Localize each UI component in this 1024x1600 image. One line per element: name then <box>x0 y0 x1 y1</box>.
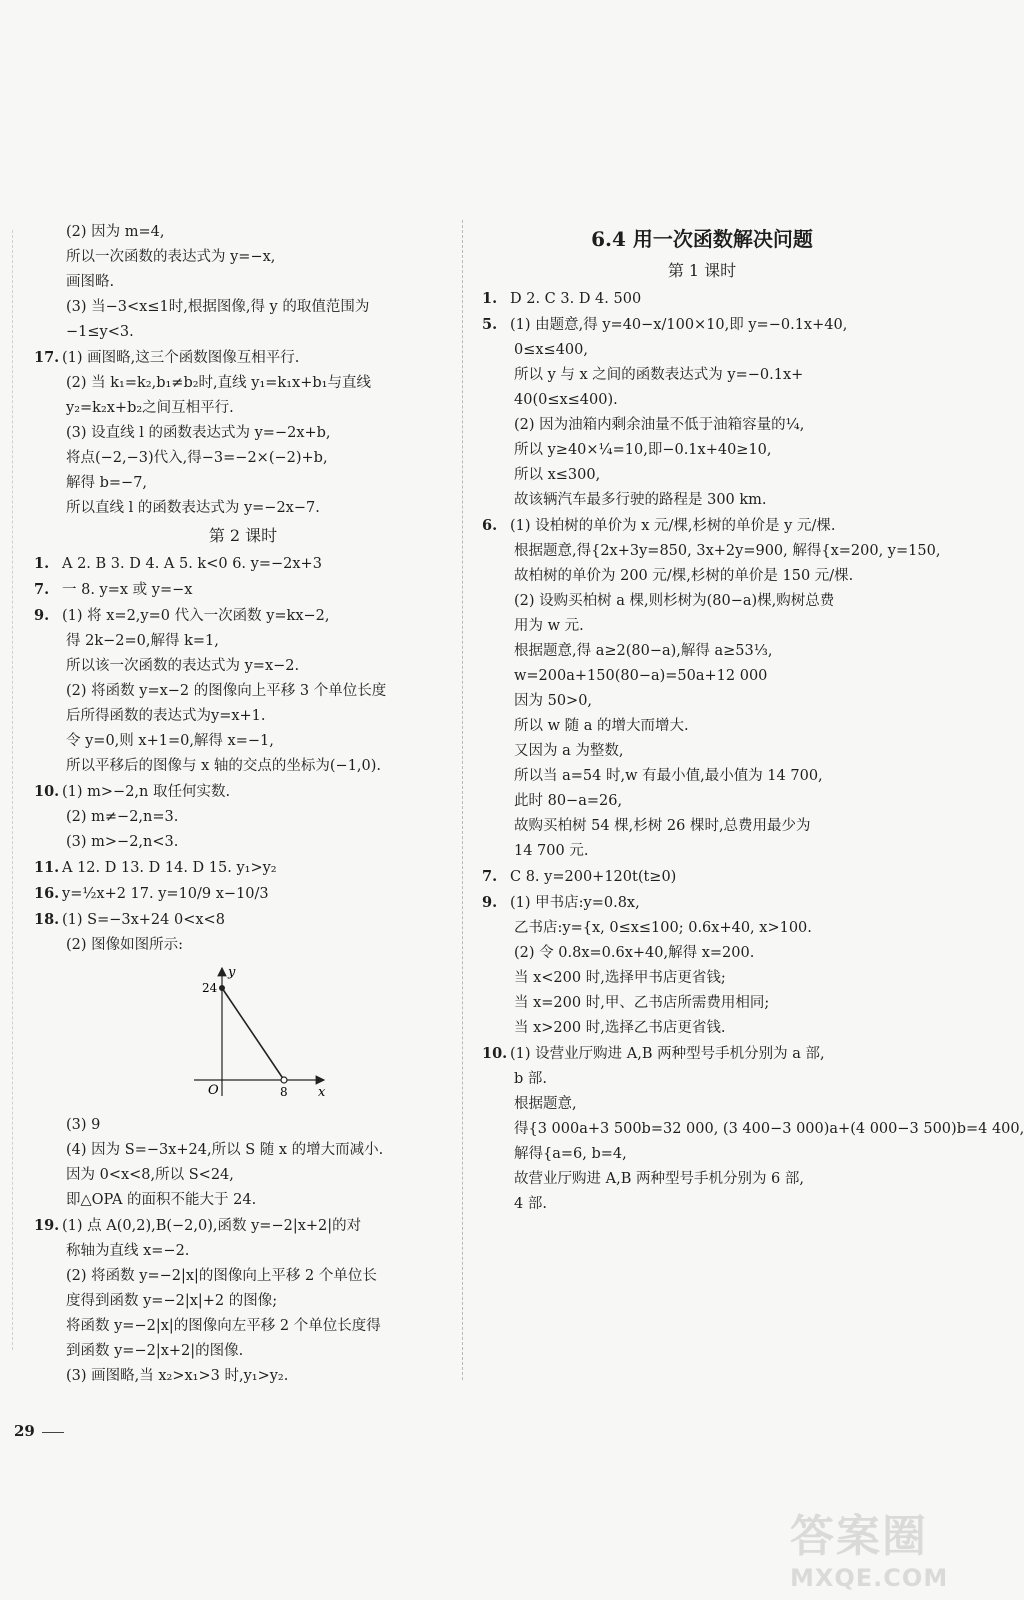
question-number: 18. <box>34 911 60 928</box>
answer-line <box>482 564 922 589</box>
point-a <box>281 1077 287 1083</box>
answer-text: 称轴为直线 x=−2. <box>66 1243 190 1259</box>
answer-text: 度得到函数 y=−2|x|+2 的图像; <box>66 1293 278 1309</box>
answer-text: (1) 设柏树的单价为 x 元/棵,杉树的单价是 y 元/棵. <box>510 518 836 534</box>
answer-line <box>34 729 452 754</box>
answer-line <box>34 270 452 295</box>
answer-line <box>482 639 922 664</box>
answer-text: (2) 设购买柏树 a 棵,则杉树为(80−a)棵,购树总费 <box>514 593 835 609</box>
answer-line <box>34 245 452 270</box>
answer-text: (2) m≠−2,n=3. <box>66 809 179 825</box>
answer-text: 所以 y 与 x 之间的函数表达式为 y=−0.1x+ <box>514 367 804 383</box>
answer-text: y=½x+2 17. y=10/9 x−10/3 <box>62 886 269 902</box>
answer-text: A 2. B 3. D 4. A 5. k<0 6. y=−2x+3 <box>62 556 322 572</box>
answer-line <box>482 1142 922 1167</box>
answer-text: 到函数 y=−2|x+2|的图像. <box>66 1343 244 1359</box>
answer-line <box>482 1016 922 1041</box>
answer-line <box>34 1138 452 1163</box>
answer-line <box>482 890 922 916</box>
answer-line <box>34 855 452 881</box>
answer-line <box>482 689 922 714</box>
answer-line <box>34 907 452 933</box>
answer-text: 画图略. <box>66 274 115 290</box>
answer-line <box>34 679 452 704</box>
answer-line <box>34 421 452 446</box>
answer-text: 乙书店:y={x, 0≤x≤100; 0.6x+40, x>100. <box>514 920 812 936</box>
answer-line <box>482 764 922 789</box>
answer-text: 当 x<200 时,选择甲书店更省钱; <box>514 970 726 986</box>
answer-line <box>482 1041 922 1067</box>
answer-line <box>34 1314 452 1339</box>
answer-line <box>34 629 452 654</box>
answer-text: 当 x=200 时,甲、乙书店所需费用相同; <box>514 995 770 1011</box>
answer-text: 故购买柏树 54 棵,杉树 26 棵时,总费用最少为 <box>514 818 811 834</box>
answer-line <box>34 1264 452 1289</box>
question-number: 5. <box>482 316 498 333</box>
answer-line <box>34 654 452 679</box>
question-number: 1. <box>34 555 50 572</box>
page-number-dash <box>42 1432 64 1433</box>
graph-figure <box>34 962 452 1111</box>
answer-text: (3) 画图略,当 x₂>x₁>3 时,y₁>y₂. <box>66 1368 289 1384</box>
right-column <box>482 220 1024 1217</box>
answer-text: (2) 将函数 y=−2|x|的图像向上平移 2 个单位长 <box>66 1268 377 1284</box>
answer-line <box>482 1167 922 1192</box>
answer-line <box>34 1364 452 1389</box>
answer-line <box>34 1213 452 1239</box>
answer-text: 因为 50>0, <box>514 693 593 709</box>
answer-text: 所以 w 随 a 的增大而增大. <box>514 718 689 734</box>
answer-line <box>482 614 922 639</box>
answer-text: 解得{a=6, b=4, <box>514 1146 627 1162</box>
answer-text: 故该辆汽车最多行驶的路程是 300 km. <box>514 492 767 508</box>
answer-line <box>482 488 922 513</box>
answer-line <box>34 1113 452 1138</box>
answer-text: −1≤y<3. <box>66 324 134 340</box>
answer-text: 因为 0<x<8,所以 S<24, <box>66 1167 234 1183</box>
question-number: 19. <box>34 1217 60 1234</box>
answer-text: b 部. <box>514 1071 548 1087</box>
answer-line <box>482 991 922 1016</box>
answer-line <box>34 805 452 830</box>
answer-text: 后所得函数的表达式为y=x+1. <box>66 708 266 724</box>
question-number: 9. <box>482 894 498 911</box>
answer-line <box>482 589 922 614</box>
y-tick-label: 24 <box>202 981 218 995</box>
answer-text: (1) 点 A(0,2),B(−2,0),函数 y=−2|x+2|的对 <box>62 1218 362 1234</box>
answer-text: (3) 设直线 l 的函数表达式为 y=−2x+b, <box>66 425 331 441</box>
answer-line <box>34 1239 452 1264</box>
answer-line <box>482 438 922 463</box>
right-lesson-subtitle: 第 1 课时 <box>667 261 737 280</box>
answer-text: (2) 图像如图所示: <box>66 937 184 953</box>
question-number: 10. <box>34 783 60 800</box>
answer-line <box>482 338 922 363</box>
answer-text: (4) 因为 S=−3x+24,所以 S 随 x 的增大而减小. <box>66 1142 384 1158</box>
answer-line <box>482 1192 922 1217</box>
answer-text: (1) 将 x=2,y=0 代入一次函数 y=kx−2, <box>62 608 330 624</box>
answer-text: (1) 画图略,这三个函数图像互相平行. <box>62 350 300 366</box>
answer-text: 当 x>200 时,选择乙书店更省钱. <box>514 1020 726 1036</box>
answer-text: 又因为 a 为整数, <box>514 743 624 759</box>
answer-line <box>34 704 452 729</box>
answer-line <box>34 933 452 958</box>
answer-text: 得{3 000a+3 500b=32 000, (3 400−3 000)a+(4 000−3 500)b=4 400, <box>514 1121 1024 1137</box>
answer-text: 解得 b=−7, <box>66 475 148 491</box>
answer-line <box>482 941 922 966</box>
point-p <box>219 985 225 991</box>
answer-line <box>482 413 922 438</box>
answer-text: 得 2k−2=0,解得 k=1, <box>66 633 219 649</box>
answer-line <box>34 1188 452 1213</box>
answer-text: (1) 设营业厅购进 A,B 两种型号手机分别为 a 部, <box>510 1046 825 1062</box>
answer-line <box>34 220 452 245</box>
line-graph-svg <box>184 962 334 1102</box>
answer-line <box>482 789 922 814</box>
question-number: 17. <box>34 349 60 366</box>
left-answers-part-1 <box>34 220 452 521</box>
answer-text: A 12. D 13. D 14. D 15. y₁>y₂ <box>62 860 277 876</box>
answer-text: 所以 x≤300, <box>514 467 601 483</box>
answer-line <box>482 513 922 539</box>
answer-line <box>34 496 452 521</box>
answer-line <box>482 363 922 388</box>
answer-text: 此时 80−a=26, <box>514 793 623 809</box>
answer-line <box>34 754 452 779</box>
answer-line <box>34 1289 452 1314</box>
answer-line <box>482 839 922 864</box>
answer-line <box>34 603 452 629</box>
answer-text: 所以直线 l 的函数表达式为 y=−2x−7. <box>66 500 320 516</box>
answer-text: 即△OPA 的面积不能大于 24. <box>66 1192 257 1208</box>
answer-text: w=200a+150(80−a)=50a+12 000 <box>514 668 768 684</box>
answer-text: 一 8. y=x 或 y=−x <box>62 582 193 598</box>
answer-text: y₂=k₂x+b₂之间互相平行. <box>66 400 234 416</box>
left-answers-part-3 <box>34 1113 452 1389</box>
answer-line <box>482 539 941 564</box>
answer-line <box>34 881 452 907</box>
answer-line <box>34 1163 452 1188</box>
answer-line <box>482 388 922 413</box>
binding-edge-line <box>12 230 13 1350</box>
answer-line <box>34 320 452 345</box>
answer-line <box>482 1117 1024 1142</box>
answer-text: (2) 将函数 y=x−2 的图像向上平移 3 个单位长度 <box>66 683 387 699</box>
answer-line <box>34 551 452 577</box>
answer-text: (2) 因为 m=4, <box>66 224 165 240</box>
answer-line <box>482 1067 922 1092</box>
answer-text: 4 部. <box>514 1196 547 1212</box>
question-number: 11. <box>34 859 60 876</box>
watermark-logo <box>790 1500 980 1590</box>
question-number: 9. <box>34 607 50 624</box>
section-title: 6.4 用一次函数解决问题 <box>591 227 813 251</box>
question-number: 10. <box>482 1045 508 1062</box>
answer-text: 所以平移后的图像与 x 轴的交点的坐标为(−1,0). <box>66 758 382 774</box>
answer-line <box>34 396 452 421</box>
answer-line <box>34 1339 452 1364</box>
answer-text: (2) 令 0.8x=0.6x+40,解得 x=200. <box>514 945 755 961</box>
page-number: 29 <box>14 1422 35 1440</box>
answer-text: 用为 w 元. <box>514 618 584 634</box>
answer-text: D 2. C 3. D 4. 500 <box>510 291 642 307</box>
answer-line <box>482 312 922 338</box>
answer-line <box>482 1092 922 1117</box>
answer-text: 将函数 y=−2|x|的图像向左平移 2 个单位长度得 <box>66 1318 381 1334</box>
answer-text: 故柏树的单价为 200 元/棵,杉树的单价是 150 元/棵. <box>514 568 854 584</box>
answer-text: 所以当 a=54 时,w 有最小值,最小值为 14 700, <box>514 768 823 784</box>
answer-text: (1) 由题意,得 y=40−x/100×10,即 y=−0.1x+40, <box>510 317 848 333</box>
answer-text: (3) m>−2,n<3. <box>66 834 179 850</box>
watermark-top-text: 答案圈 <box>790 1511 928 1562</box>
answer-text: 所以一次函数的表达式为 y=−x, <box>66 249 276 265</box>
question-number: 7. <box>482 868 498 885</box>
left-column <box>34 220 452 1389</box>
answer-text: (1) S=−3x+24 0<x<8 <box>62 912 225 928</box>
answer-text: 所以 y≥40×¼=10,即−0.1x+40≥10, <box>514 442 772 458</box>
answer-line <box>34 779 452 805</box>
column-divider <box>462 220 463 1380</box>
answer-text: 根据题意, <box>514 1096 577 1112</box>
answer-line <box>482 966 922 991</box>
x-tick-label: 8 <box>280 1085 288 1099</box>
answer-text: 根据题意,得 a≥2(80−a),解得 a≥53⅓, <box>514 643 773 659</box>
answer-text: 根据题意,得{2x+3y=850, 3x+2y=900, 解得{x=200, y=150, <box>514 543 941 559</box>
question-number: 7. <box>34 581 50 598</box>
answer-text: (1) m>−2,n 取任何实数. <box>62 784 231 800</box>
answer-line <box>34 295 452 320</box>
left-answers-part-2 <box>34 551 452 958</box>
answer-line <box>482 286 922 312</box>
question-number: 16. <box>34 885 60 902</box>
question-number: 1. <box>482 290 498 307</box>
right-answers <box>482 286 1024 1217</box>
answer-text: (3) 当−3<x≤1时,根据图像,得 y 的取值范围为 <box>66 299 370 315</box>
answer-text: 所以该一次函数的表达式为 y=x−2. <box>66 658 300 674</box>
x-axis-label: x <box>318 1085 326 1100</box>
answer-text: 故营业厅购进 A,B 两种型号手机分别为 6 部, <box>514 1171 805 1187</box>
y-axis-label: y <box>228 965 236 980</box>
answer-line <box>482 664 922 689</box>
answer-text: 14 700 元. <box>514 843 589 859</box>
answer-text: (1) 甲书店:y=0.8x, <box>510 895 640 911</box>
answer-line <box>34 446 452 471</box>
answer-text: C 8. y=200+120t(t≥0) <box>510 869 677 885</box>
answer-line <box>482 916 922 941</box>
answer-line <box>34 830 452 855</box>
answer-line <box>34 345 452 371</box>
answer-text: 40(0≤x≤400). <box>514 392 618 408</box>
answer-line <box>482 463 922 488</box>
answer-text: (3) 9 <box>66 1117 101 1133</box>
answer-text: 令 y=0,则 x+1=0,解得 x=−1, <box>66 733 274 749</box>
watermark-bottom-text: MXQE.COM <box>790 1564 949 1592</box>
answer-line <box>482 864 922 890</box>
answer-line <box>482 739 922 764</box>
function-line <box>222 988 284 1080</box>
answer-text: (2) 当 k₁=k₂,b₁≠b₂时,直线 y₁=k₁x+b₁与直线 <box>66 375 371 391</box>
origin-label: O <box>208 1083 219 1098</box>
answer-text: 将点(−2,−3)代入,得−3=−2×(−2)+b, <box>66 450 328 466</box>
answer-text: (2) 因为油箱内剩余油量不低于油箱容量的¼, <box>514 417 805 433</box>
left-lesson-subtitle: 第 2 课时 <box>208 526 278 545</box>
answer-line <box>482 714 922 739</box>
question-number: 6. <box>482 517 498 534</box>
answer-line <box>34 471 452 496</box>
answer-text: 0≤x≤400, <box>514 342 588 358</box>
answer-line <box>34 577 452 603</box>
answer-line <box>482 814 922 839</box>
answer-line <box>34 371 452 396</box>
